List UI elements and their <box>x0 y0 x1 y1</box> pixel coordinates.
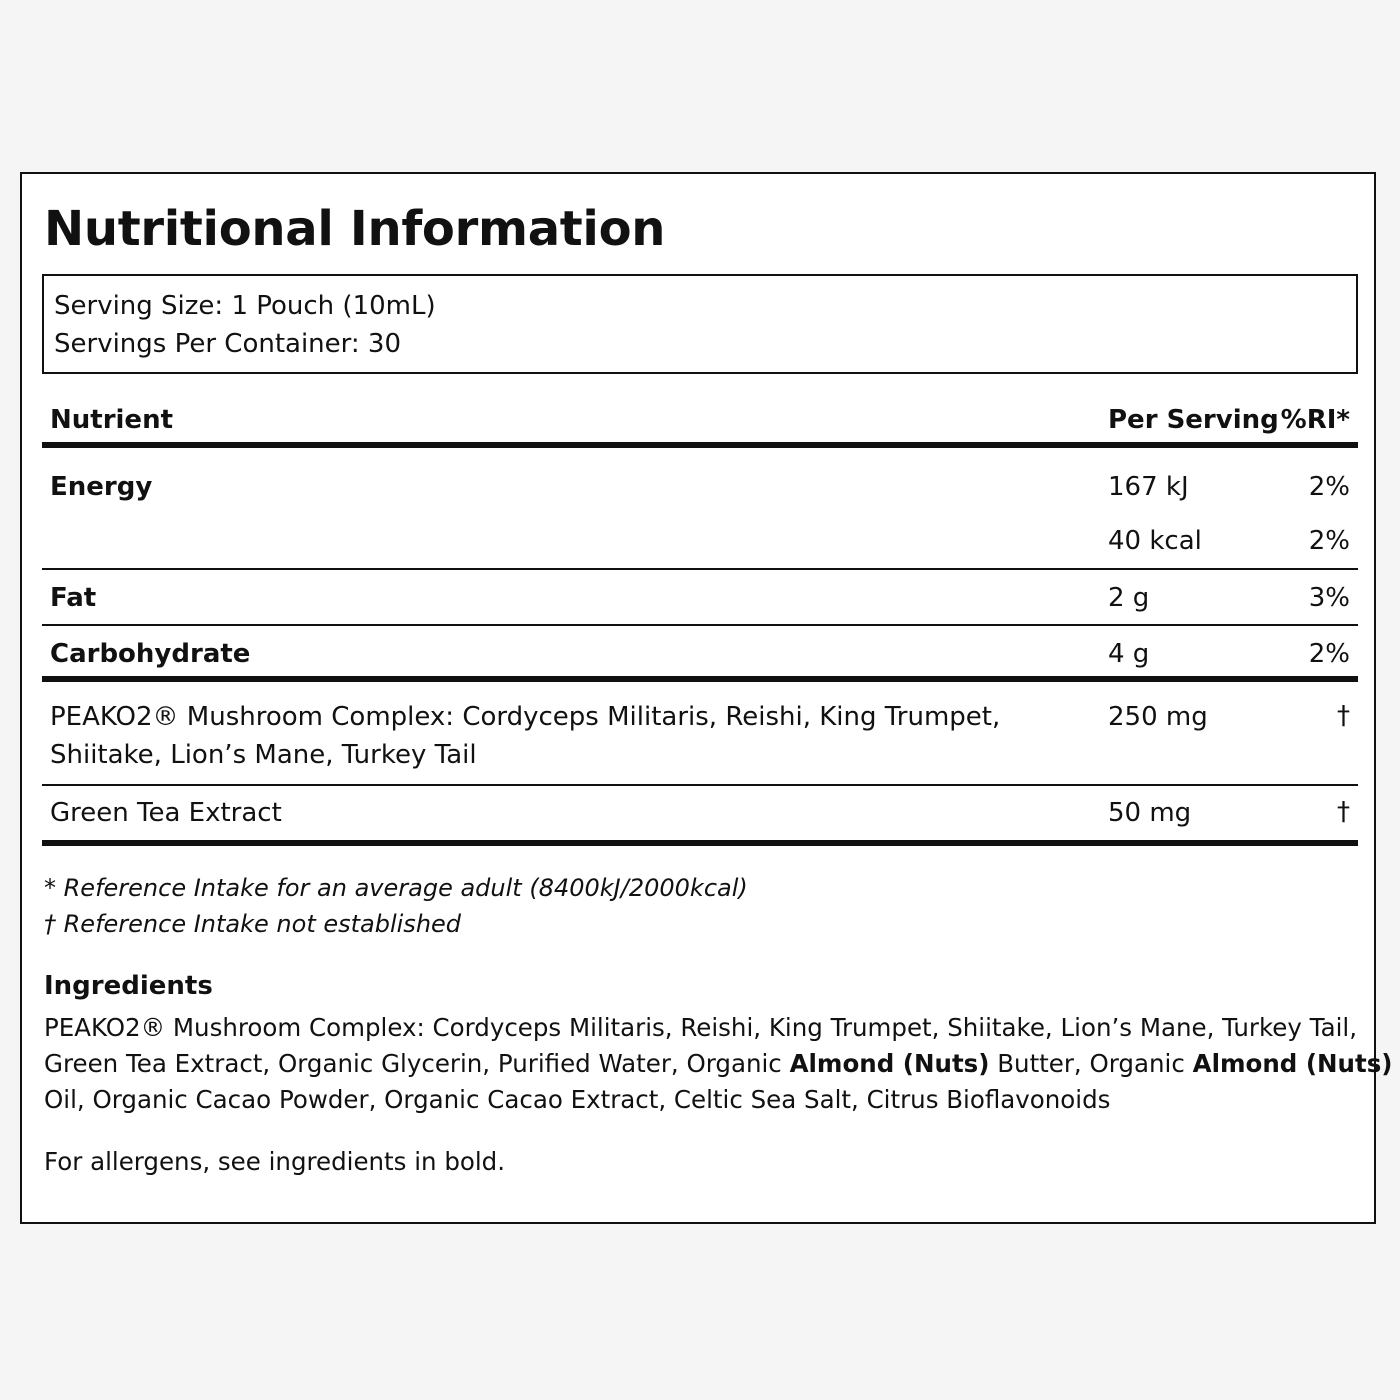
serving-info-box <box>42 274 1358 374</box>
nutrient-name-line2: Shiitake, Lion’s Mane, Turkey Tail <box>50 740 477 770</box>
nutrition-label-panel <box>20 172 1393 1224</box>
table-header-row <box>42 394 1358 448</box>
header-nutrient: Nutrient <box>50 405 174 435</box>
table-row-energy <box>42 448 1358 570</box>
ingredients-list <box>44 1010 1393 1118</box>
nutrient-amount: 4 g <box>1108 639 1150 669</box>
nutrient-name-line1: PEAKO2® Mushroom Complex: Cordyceps Militaris, Reishi, King Trumpet, <box>50 702 1001 732</box>
ingredients-heading: Ingredients <box>44 971 213 1001</box>
ingredients-line <box>44 1046 1393 1082</box>
footnote-reference-intake: * Reference Intake for an average adult (8400kJ/2000kcal) <box>44 874 748 902</box>
ingredients-line: Oil, Organic Cacao Powder, Organic Cacao Extract, Celtic Sea Salt, Citrus Bioflavonoids <box>44 1085 1111 1114</box>
nutrient-ri: † <box>1337 797 1350 827</box>
ingredients-text: Butter, Organic <box>989 1049 1193 1078</box>
nutrient-amount: 167 kJ <box>1108 472 1189 502</box>
nutrient-name: Fat <box>50 583 97 613</box>
servings-per-container: Servings Per Container: 30 <box>54 329 402 359</box>
ingredients-line: PEAKO2® Mushroom Complex: Cordyceps Militaris, Reishi, King Trumpet, Shiitake, Lion’s Mane, Turkey Tail, <box>44 1013 1357 1042</box>
nutrient-amount-kcal: 40 kcal <box>1108 526 1202 556</box>
table-row-mushroom-complex <box>42 682 1358 786</box>
nutrition-table <box>42 394 1358 846</box>
header-per-serving: Per Serving <box>1108 405 1279 435</box>
nutrient-ri: † <box>1337 701 1350 731</box>
allergen-almond: Almond (Nuts) <box>789 1049 990 1078</box>
page-title: Nutritional Information <box>44 201 666 257</box>
table-row-carbohydrate <box>42 626 1358 682</box>
nutrient-amount: 250 mg <box>1108 702 1208 732</box>
nutrient-name: Carbohydrate <box>50 639 251 669</box>
footnote-not-established: † Reference Intake not established <box>44 910 462 938</box>
ingredients-text: Green Tea Extract, Organic Glycerin, Purified Water, Organic <box>44 1049 790 1078</box>
nutrient-ri: 2% <box>1308 472 1350 502</box>
allergen-note: For allergens, see ingredients in bold. <box>44 1147 506 1176</box>
table-row-green-tea <box>42 786 1358 846</box>
nutrient-amount: 2 g <box>1108 583 1150 613</box>
nutrient-name: Green Tea Extract <box>50 798 282 828</box>
nutrient-ri: 2% <box>1308 639 1350 669</box>
nutrient-amount: 50 mg <box>1108 798 1192 828</box>
header-ri: %RI* <box>1280 405 1350 435</box>
nutrient-ri: 3% <box>1308 583 1350 613</box>
serving-size: Serving Size: 1 Pouch (10mL) <box>54 291 436 321</box>
table-row-fat <box>42 570 1358 626</box>
nutrient-name: Energy <box>50 472 153 502</box>
allergen-almond: Almond (Nuts) <box>1192 1049 1393 1078</box>
nutrient-ri-kcal: 2% <box>1308 526 1350 556</box>
